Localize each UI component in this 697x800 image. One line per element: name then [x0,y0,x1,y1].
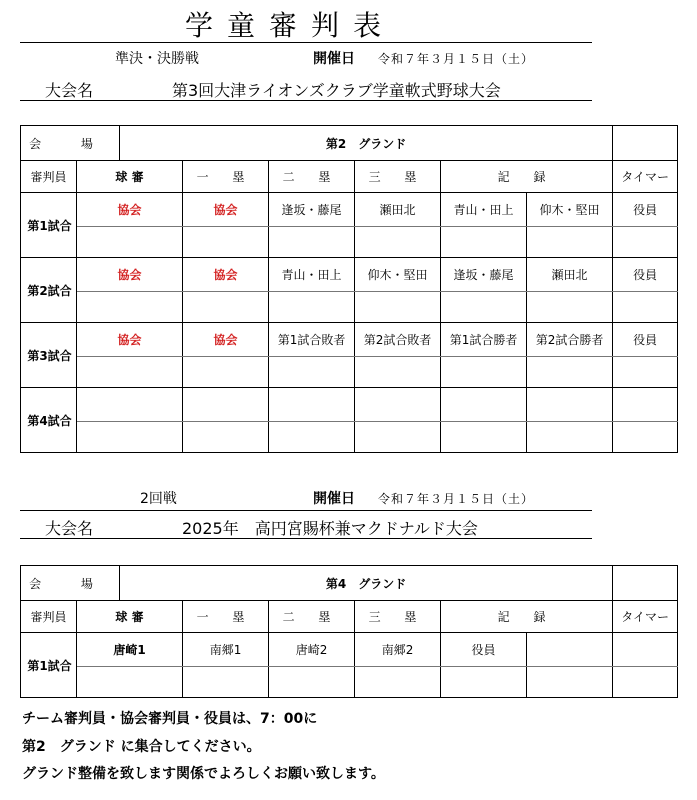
plate-umpire: 協会 [77,323,183,357]
title-underline [20,42,592,43]
date-label-1: 開催日 [313,51,355,67]
blank-cell [77,667,183,698]
timer-cell [613,388,678,422]
blank-cell [355,422,441,453]
first-base-umpire: 南郷1 [183,633,269,667]
record-team-1: 第1試合勝者 [441,323,527,357]
blank-cell [441,357,527,388]
page-title: 学童審判表 [184,9,395,42]
note-line-3: グランド整備を致します関係でよろしくお願い致します。 [22,766,385,782]
blank-cell [355,227,441,258]
header-record: 記 録 [441,161,613,193]
blank-cell [355,667,441,698]
blank-cell [613,227,678,258]
ground-name-1: 第2 グランド [120,126,613,161]
blank-cell [77,227,183,258]
blank-cell [527,227,613,258]
header-second-base: 二 塁 [269,601,355,633]
blank-cell [527,422,613,453]
game-label: 第1試合 [21,633,77,698]
record-team-2 [527,388,613,422]
third-base-umpire [355,388,441,422]
third-base-umpire: 瀬田北 [355,193,441,227]
second-base-umpire: 第1試合敗者 [269,323,355,357]
first-base-umpire: 協会 [183,323,269,357]
header-umpire: 審判員 [21,161,77,193]
first-base-umpire: 協会 [183,258,269,292]
timer-cell [613,633,678,667]
ground-name-2: 第4 グランド [120,566,613,601]
third-base-umpire: 南郷2 [355,633,441,667]
header-second-base: 二 塁 [269,161,355,193]
header-timer: タイマー [613,601,678,633]
round-underline-2 [20,510,592,511]
blank-cell [441,292,527,323]
record-team-1: 役員 [441,633,527,667]
note-line-2: 第2 グランド に集合してください。 [22,739,261,755]
header-timer: タイマー [613,161,678,193]
blank-cell [77,357,183,388]
blank-cell [613,292,678,323]
game-label: 第3試合 [21,323,77,388]
venue-label-1: 会 場 [21,126,120,161]
venue-label-2: 会 場 [21,566,120,601]
venue-empty-cell-1 [613,126,678,161]
blank-cell [441,667,527,698]
record-team-1: 青山・田上 [441,193,527,227]
record-team-1: 逢坂・藤尾 [441,258,527,292]
first-base-umpire [183,388,269,422]
tournament-label-2: 大会名 [45,519,94,538]
blank-cell [527,667,613,698]
plate-umpire: 協会 [77,193,183,227]
blank-cell [441,422,527,453]
record-team-2: 仰木・堅田 [527,193,613,227]
round-label-1: 準決・決勝戦 [115,51,199,67]
timer-cell: 役員 [613,193,678,227]
header-first-base: 一 塁 [183,601,269,633]
blank-cell [613,667,678,698]
header-third-base: 三 塁 [355,601,441,633]
record-team-1 [441,388,527,422]
blank-cell [269,227,355,258]
timer-cell: 役員 [613,258,678,292]
blank-cell [183,422,269,453]
plate-umpire: 唐崎1 [77,633,183,667]
note-line-1: チーム審判員・協会審判員・役員は、7：00に [22,711,318,727]
umpire-table-1 [20,125,678,453]
header-first-base: 一 塁 [183,161,269,193]
blank-cell [527,357,613,388]
second-base-umpire: 青山・田上 [269,258,355,292]
tournament-name-1: 第3回大津ライオンズクラブ学童軟式野球大会 [172,81,501,100]
blank-cell [527,292,613,323]
venue-empty-cell-2 [613,566,678,601]
header-third-base: 三 塁 [355,161,441,193]
game-label: 第1試合 [21,193,77,258]
blank-cell [269,667,355,698]
header-plate: 球 審 [77,601,183,633]
blank-cell [355,292,441,323]
record-team-2: 瀬田北 [527,258,613,292]
tournament-label-1: 大会名 [45,81,94,100]
second-base-umpire: 逢坂・藤尾 [269,193,355,227]
blank-cell [269,357,355,388]
plate-umpire [77,388,183,422]
date-label-2: 開催日 [313,491,355,507]
plate-umpire: 協会 [77,258,183,292]
tournament-underline-1 [20,100,592,101]
tournament-underline-2 [20,538,592,539]
umpire-table-2 [20,565,678,698]
blank-cell [355,357,441,388]
record-team-2: 第2試合勝者 [527,323,613,357]
blank-cell [183,667,269,698]
timer-cell: 役員 [613,323,678,357]
header-plate: 球 審 [77,161,183,193]
game-label: 第4試合 [21,388,77,453]
blank-cell [613,422,678,453]
blank-cell [441,227,527,258]
blank-cell [269,422,355,453]
header-record: 記 録 [441,601,613,633]
round-label-2: 2回戦 [140,491,177,507]
first-base-umpire: 協会 [183,193,269,227]
blank-cell [269,292,355,323]
blank-cell [77,292,183,323]
record-team-2 [527,633,613,667]
second-base-umpire: 唐崎2 [269,633,355,667]
date-value-1: 令和７年３月１５日（土） [378,52,535,66]
blank-cell [77,422,183,453]
game-label: 第2試合 [21,258,77,323]
blank-cell [183,292,269,323]
third-base-umpire: 第2試合敗者 [355,323,441,357]
blank-cell [613,357,678,388]
second-base-umpire [269,388,355,422]
blank-cell [183,227,269,258]
third-base-umpire: 仰木・堅田 [355,258,441,292]
tournament-name-2: 2025年 高円宮賜杯兼マクドナルド大会 [182,519,478,538]
date-value-2: 令和７年３月１５日（土） [378,492,535,506]
header-umpire: 審判員 [21,601,77,633]
blank-cell [183,357,269,388]
